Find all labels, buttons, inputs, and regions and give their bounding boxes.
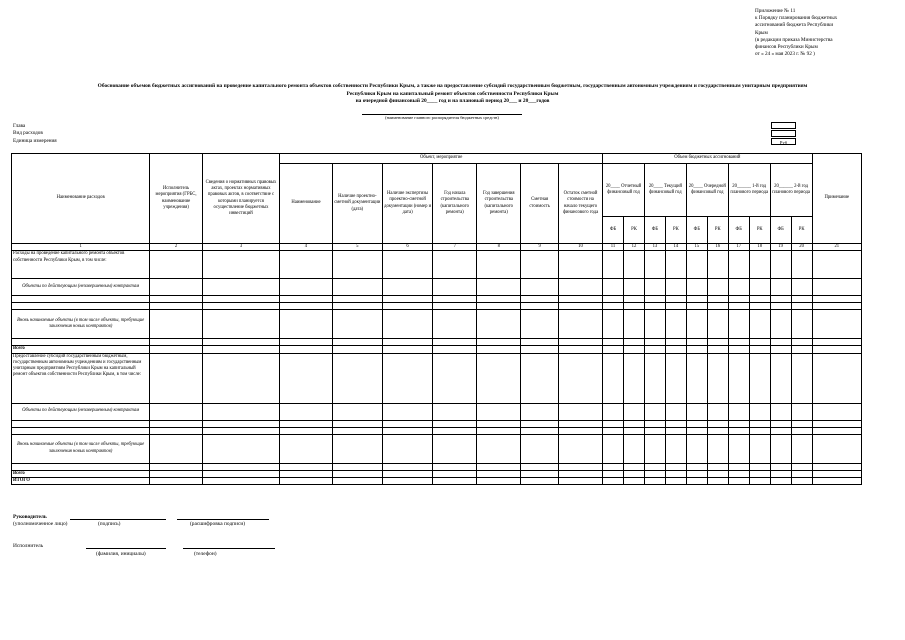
column-number: 5 xyxy=(332,244,382,251)
head-decode-line xyxy=(177,519,269,520)
row-total2-label: Всего xyxy=(12,470,150,477)
header-year-3: 20____ Очередной финансовый год xyxy=(686,164,728,217)
code-box-unit: Руб xyxy=(771,138,796,145)
header-fb: ФБ xyxy=(686,217,707,244)
title-line-3: на очередной финансовый 20____ год и на плановый период 20___ и 20___годов xyxy=(355,98,550,105)
table-row[interactable] xyxy=(12,251,862,279)
column-number: 16 xyxy=(707,244,728,251)
header-obj-cost: Сметная стоимость xyxy=(521,164,559,244)
budget-table xyxy=(11,153,862,485)
row-new2-label: Вновь начинаемые объекты (в том числе объекты, требующие заключения новых контрактов) xyxy=(12,434,150,463)
header-object: Объект, мероприятие xyxy=(280,154,603,164)
header-fb: ФБ xyxy=(770,217,791,244)
row-existing-label: Объекты по действующим (незавершенным) контрактам xyxy=(12,279,150,296)
header-volume: Объем бюджетных ассигнований xyxy=(603,154,813,164)
column-number: 7 xyxy=(433,244,477,251)
row-subsidy-label: Предоставление субсидий государственным бюджетным, государственным автономным учреждениям и государственным унитарным предприятиям Республики Крым на капитальный ремонт объектов собственности Республики Крым, в том числе: xyxy=(12,353,150,403)
authorized-label: (уполномоченное лицо) xyxy=(13,521,68,527)
header-name: Наименование расходов xyxy=(12,154,150,244)
column-number: 2 xyxy=(150,244,202,251)
column-number: 4 xyxy=(280,244,332,251)
table-row[interactable] xyxy=(12,310,862,339)
appendix-line: к Порядку планирования бюджетных xyxy=(755,15,838,22)
header-obj-end: Год завершения строительства (капитального ремонта) xyxy=(477,164,521,244)
table-row[interactable] xyxy=(12,279,862,296)
label-glava: Глава xyxy=(13,123,26,129)
appendix-block xyxy=(755,8,895,58)
header-executor: Исполнитель мероприятия (ГРБС, наименование учреждения) xyxy=(150,154,202,244)
row-capital-label: Расходы на проведение капитального ремонта объектов собственности Республики Крым, в том числе: xyxy=(12,251,150,279)
header-year-1: 20____ Отчетный финансовый год xyxy=(603,164,645,217)
phone-caption: (телефон) xyxy=(194,551,217,557)
appendix-line: Приложение № 11 xyxy=(755,8,796,14)
appendix-line: ассигнований бюджета Республики xyxy=(755,22,834,29)
header-rk: РК xyxy=(624,217,645,244)
executor-fio-line xyxy=(86,548,166,549)
table-row[interactable] xyxy=(12,463,862,470)
table-row[interactable] xyxy=(12,427,862,434)
executor-label: Исполнитель xyxy=(13,543,44,549)
code-box-glava[interactable] xyxy=(771,122,796,129)
code-box-vid[interactable] xyxy=(771,130,796,137)
table-row[interactable] xyxy=(12,403,862,420)
header-obj-expert: Наличие экспертизы проектно-сметной документации (номер и дата) xyxy=(382,164,432,244)
header-fb: ФБ xyxy=(728,217,749,244)
header-obj-name: Наименование xyxy=(280,164,332,244)
header-note: Примечание xyxy=(812,154,861,244)
column-number: 8 xyxy=(477,244,521,251)
label-unit: Единица измерения xyxy=(13,138,57,144)
table-row[interactable] xyxy=(12,353,862,403)
column-number: 15 xyxy=(686,244,707,251)
header-year-2: 20____ Текущий финансовый год xyxy=(644,164,686,217)
document-title xyxy=(10,83,895,106)
column-number: 10 xyxy=(559,244,603,251)
column-number: 17 xyxy=(728,244,749,251)
grbs-caption: (наименование главного распорядителя бюджетных средств) xyxy=(385,115,499,120)
column-number: 11 xyxy=(603,244,624,251)
column-number: 1 xyxy=(12,244,150,251)
header-year-5: 20______ 2-й год планового периода xyxy=(770,164,812,217)
header-obj-start: Год начала строительства (капитального ремонта) xyxy=(433,164,477,244)
table-row[interactable] xyxy=(12,296,862,303)
column-numbers-row xyxy=(12,244,862,251)
column-number: 6 xyxy=(382,244,432,251)
head-label: Руководитель xyxy=(13,514,47,520)
appendix-line: финансов Республики Крым xyxy=(755,44,818,51)
table-row[interactable] xyxy=(12,420,862,427)
table-row[interactable] xyxy=(12,434,862,463)
head-sign-line xyxy=(70,519,166,520)
fio-caption: (фамилия, инициалы) xyxy=(96,551,146,557)
header-fb: ФБ xyxy=(603,217,624,244)
column-number: 9 xyxy=(521,244,559,251)
table-row[interactable] xyxy=(12,303,862,310)
table-row[interactable] xyxy=(12,339,862,346)
appendix-line: (в редакции приказа Министерства xyxy=(755,36,833,43)
header-year-4: 20______ 1-й год планового периода xyxy=(728,164,770,217)
row-grand-total-label: ИТОГО xyxy=(12,477,150,484)
header-obj-rest: Остаток сметной стоимости на начало текущего финансового года xyxy=(559,164,603,244)
column-number: 3 xyxy=(202,244,280,251)
decode-caption: (расшифровка подписи) xyxy=(190,521,246,527)
header-rk: РК xyxy=(749,217,770,244)
executor-phone-line xyxy=(183,548,275,549)
column-number: 13 xyxy=(644,244,665,251)
column-number: 19 xyxy=(770,244,791,251)
row-total-label: Всего xyxy=(12,346,150,353)
sign-caption: (подпись) xyxy=(98,521,121,527)
table-row[interactable] xyxy=(12,346,862,353)
header-docs: Сведения о нормативных правовых актах, проектах нормативных правовых актов, в соответствие с которыми планируется осуществление бюджетных инвестиций xyxy=(202,154,280,244)
column-number: 14 xyxy=(665,244,686,251)
table-row[interactable] xyxy=(12,470,862,477)
title-line-2: Республики Крым на капитальный ремонт объектов собственности Республики Крым xyxy=(346,90,559,97)
header-rk: РК xyxy=(665,217,686,244)
label-vid-rashodov: Вид расходов xyxy=(13,130,43,136)
column-number: 18 xyxy=(749,244,770,251)
appendix-line: от « 24 » мая 2023 г. № 92 ) xyxy=(755,51,815,58)
appendix-line: Крым xyxy=(755,29,768,36)
column-number: 12 xyxy=(624,244,645,251)
column-number: 20 xyxy=(791,244,812,251)
header-rk: РК xyxy=(707,217,728,244)
header-rk: РК xyxy=(791,217,812,244)
row-existing2-label: Объекты по действующим (незавершенным) контрактам xyxy=(12,403,150,420)
row-new-label: Вновь начинаемые объекты (в том числе объекты, требующие заключения новых контрактов) xyxy=(12,310,150,339)
title-line-1: Обоснование объемов бюджетных ассигнований на проведение капитального ремонта объектов собственности Республики Крым, а также на предоставление субсидий государственным бюджетным, государственным автономным учреждениям и государственным унитарным предприятиям xyxy=(97,83,808,89)
column-number: 21 xyxy=(812,244,861,251)
header-fb: ФБ xyxy=(644,217,665,244)
table-row[interactable] xyxy=(12,477,862,484)
header-obj-project: Наличие проектно-сметной документации (дата) xyxy=(332,164,382,244)
